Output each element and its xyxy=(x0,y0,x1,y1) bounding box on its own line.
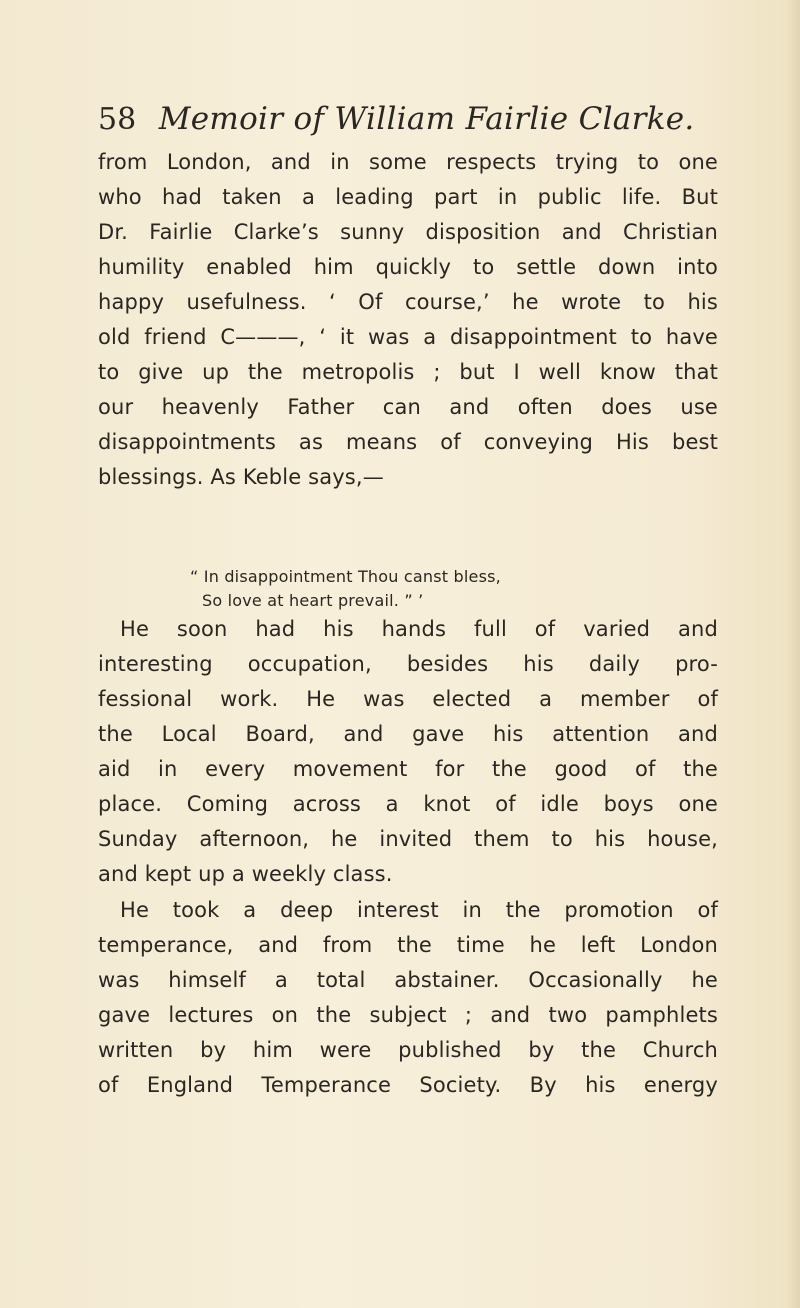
text-line: was himself a total abstainer. Occasionally he xyxy=(98,968,718,992)
page-edge-shadow xyxy=(786,0,800,1308)
text-line: written by him were published by the Church xyxy=(98,1038,718,1062)
text-line: from London, and in some respects trying to one xyxy=(98,150,718,174)
text-line: to give up the metropolis ; but I well know that xyxy=(98,360,718,384)
text-line: who had taken a leading part in public life. But xyxy=(98,185,718,209)
paragraph-2 xyxy=(98,612,718,892)
text-line: aid in every movement for the good of the xyxy=(98,757,718,781)
text-line: place. Coming across a knot of idle boys one xyxy=(98,792,718,816)
text-line: He soon had his hands full of varied and xyxy=(120,617,718,641)
text-line: blessings. As Keble says,— xyxy=(98,465,384,489)
verse-quotation xyxy=(190,565,501,613)
text-line: Sunday afternoon, he invited them to his house, xyxy=(98,827,718,851)
verse-line: So love at heart prevail. ” ’ xyxy=(202,591,424,610)
verse-line: “ In disappointment Thou canst bless, xyxy=(190,567,501,586)
text-line: gave lectures on the subject ; and two pamphlets xyxy=(98,1003,718,1027)
paragraph-1 xyxy=(98,145,718,495)
page-header xyxy=(98,98,695,140)
text-line: Dr. Fairlie Clarke’s sunny disposition and Christian xyxy=(98,220,718,244)
page-number: 58 xyxy=(98,102,137,137)
text-line: humility enabled him quickly to settle down into xyxy=(98,255,718,279)
text-line: He took a deep interest in the promotion of xyxy=(120,898,718,922)
running-title: Memoir of William Fairlie Clarke. xyxy=(158,101,695,137)
paragraph-3 xyxy=(98,893,718,1103)
text-line: fessional work. He was elected a member of xyxy=(98,687,718,711)
text-line: temperance, and from the time he left London xyxy=(98,933,718,957)
text-line: of England Temperance Society. By his energy xyxy=(98,1073,718,1097)
text-line: disappointments as means of conveying His best xyxy=(98,430,718,454)
text-line: interesting occupation, besides his daily pro- xyxy=(98,652,718,676)
text-line: our heavenly Father can and often does use xyxy=(98,395,718,419)
text-line: and kept up a weekly class. xyxy=(98,862,393,886)
text-line: old friend C———, ‘ it was a disappointment to have xyxy=(98,325,718,349)
text-line: happy usefulness. ‘ Of course,’ he wrote to his xyxy=(98,290,718,314)
text-line: the Local Board, and gave his attention and xyxy=(98,722,718,746)
